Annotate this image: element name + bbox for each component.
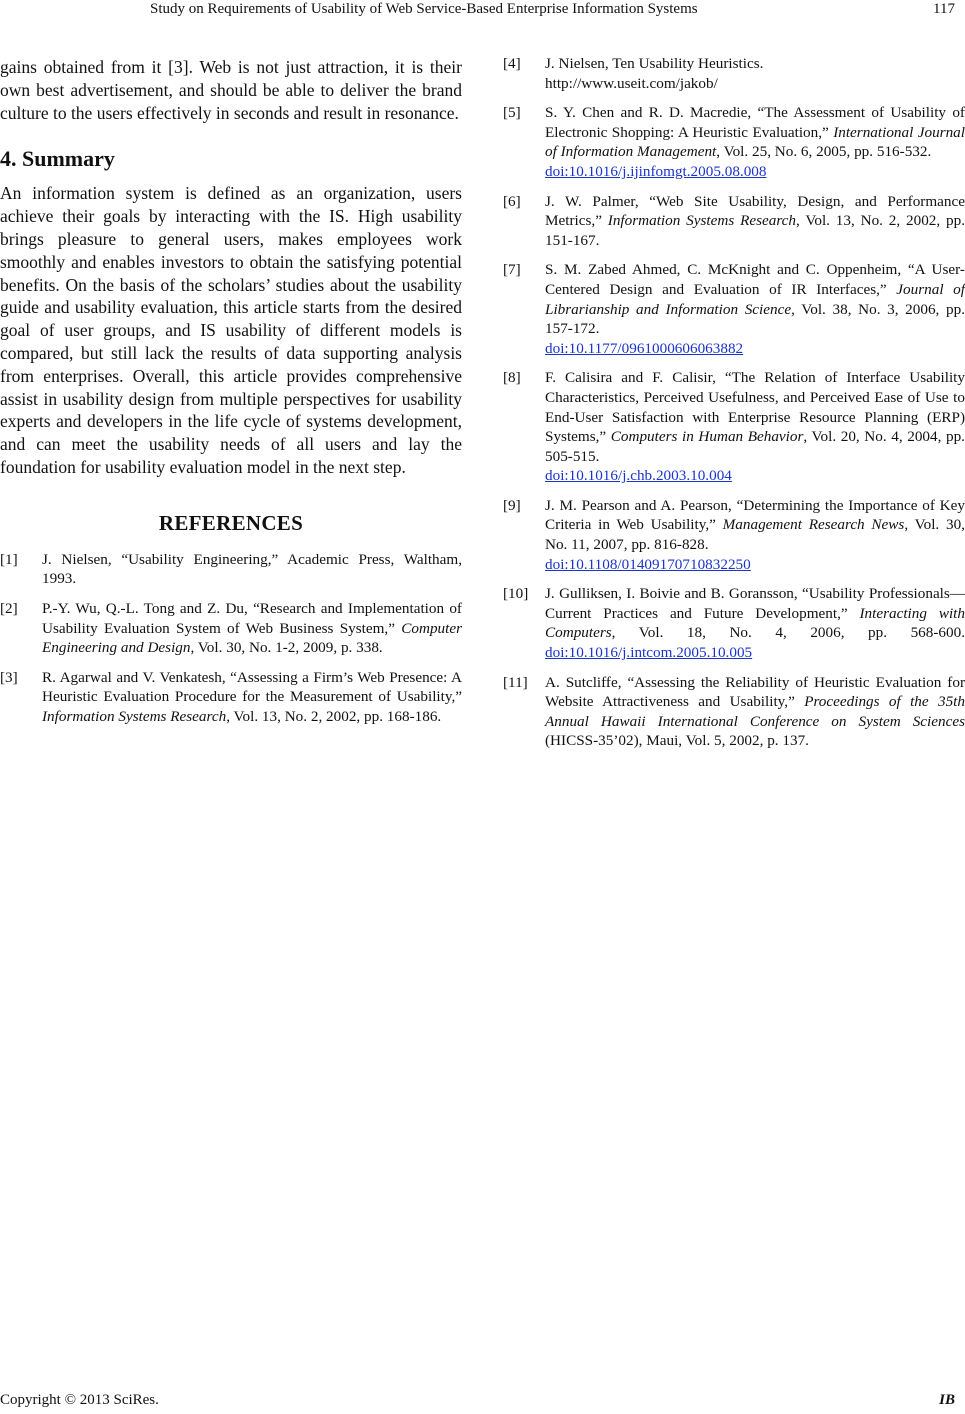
reference-item [0, 668, 462, 727]
reference-details: , Vol. 38, No. 3, 2006, pp. 157-172. [545, 300, 965, 338]
reference-authors-title: J. Nielsen, “Usability Engineering,” Academic Press, Waltham, 1993. [42, 550, 462, 588]
reference-venue: Proceedings of the 35th Annual Hawaii International Conference on System Sciences [545, 693, 965, 730]
doi-link[interactable]: doi:10.1016/j.ijinfomgt.2005.08.008 [545, 162, 767, 180]
reference-text [545, 584, 965, 662]
reference-item [503, 192, 965, 251]
section-heading-summary: 4. Summary [0, 146, 115, 172]
reference-details: , Vol. 13, No. 2, 2002, pp. 168-186. [226, 707, 442, 725]
reference-item [503, 54, 965, 93]
reference-item [503, 103, 965, 181]
reference-venue: Information Systems Research [607, 212, 797, 230]
journal-abbreviation: IB [939, 1392, 955, 1408]
reference-details: , Vol. 30, No. 11, 2007, pp. 816-828. [545, 516, 965, 554]
reference-number: [6] [503, 192, 521, 210]
reference-venue: Information Systems Research [42, 707, 227, 725]
reference-text [545, 260, 965, 358]
references-heading: REFERENCES [158, 510, 304, 535]
doi-link[interactable]: doi:10.1177/0961000606063882 [545, 339, 744, 357]
reference-number: [1] [0, 550, 18, 568]
doi-link[interactable]: doi:10.1108/01409170710832250 [545, 555, 751, 573]
reference-text [545, 368, 965, 486]
reference-text [42, 668, 462, 727]
summary-paragraph: An information system is defined as an organization, users achieve their goals by interacting with the IS. High usability brings pleasure to general users, makes employees work smoothly and enables investors to obtain the satisfying potential benefits. On the basis of the scholars’ studies about the usability guide and usability evaluation, this article starts from the desired goal of user groups, and IS usability of different models is compared, but still lack the results of data supporting analysis from enterprises. Overall, this article provides comprehensive assist in usability design from multiple perspectives for usability experts and developers in the life cycle of systems development, and can meet the usability needs of all users and lay the foundation for usability evaluation model in the next step. [0, 183, 462, 477]
reference-list-right [503, 54, 965, 751]
right-column [503, 54, 965, 761]
reference-details: , Vol. 13, No. 2, 2002, pp. 151-167. [545, 212, 965, 249]
reference-authors-title: S. Y. Chen and R. D. Macredie, “The Assessment of Usability of Electronic Shopping: A Heuristic Evaluation,” [545, 104, 965, 141]
reference-venue: Computers in Human Behavior [610, 428, 804, 446]
intro-paragraph: gains obtained from it [3]. Web is not just attraction, it is their own best advertisement, and should be able to deliver the brand culture to the users effectively in seconds and result in resonance. [0, 57, 462, 123]
reference-number: [10] [503, 585, 529, 603]
reference-item [503, 584, 965, 662]
reference-text [42, 599, 462, 658]
reference-number: [7] [503, 261, 521, 279]
doi-link[interactable]: doi:10.1016/j.chb.2003.10.004 [545, 467, 732, 485]
reference-item [503, 260, 965, 358]
reference-list-left [0, 550, 462, 727]
reference-authors-title: J. M. Pearson and A. Pearson, “Determining the Importance of Key Criteria in Web Usability,” [545, 496, 965, 534]
running-header [0, 0, 965, 24]
reference-text [42, 550, 462, 589]
reference-details: (HICSS-35’02), Maui, Vol. 5, 2002, p. 137. [545, 732, 809, 750]
page-footer [0, 1390, 965, 1412]
reference-number: [11] [503, 673, 528, 691]
reference-number: [2] [0, 599, 18, 617]
reference-authors-title: P.-Y. Wu, Q.-L. Tong and Z. Du, “Research and Implementation of Usability Evaluation System of Web Business System,” [42, 599, 462, 637]
reference-details: , Vol. 25, No. 6, 2005, pp. 516-532. [716, 143, 932, 161]
reference-authors-title: S. M. Zabed Ahmed, C. McKnight and C. Oppenheim, “A User-Centered Design and Evaluation of IR Interfaces,” [545, 261, 965, 298]
reference-item [503, 673, 965, 751]
reference-details: , Vol. 30, No. 1-2, 2009, p. 338. [190, 639, 383, 657]
copyright-notice: Copyright © 2013 SciRes. [0, 1392, 159, 1408]
reference-authors-title: J. W. Palmer, “Web Site Usability, Design, and Performance Metrics,” [545, 192, 965, 230]
reference-details: , Vol. 18, No. 4, 2006, pp. 568-600. [611, 624, 965, 642]
reference-item [0, 550, 462, 589]
reference-text [545, 192, 965, 251]
reference-venue: Management Research News [722, 516, 905, 534]
reference-number: [4] [503, 55, 521, 72]
reference-venue: Computer Engineering and Design [42, 619, 462, 657]
reference-url-link[interactable]: http://www.useit.com/jakob/ [545, 74, 718, 92]
reference-number: [5] [503, 104, 521, 122]
reference-text [545, 673, 965, 751]
reference-number: [8] [503, 369, 521, 387]
reference-venue: International Journal of Information Management [545, 123, 965, 161]
reference-authors-title: J. Nielsen, Ten Usability Heuristics. [545, 55, 764, 72]
reference-text [545, 103, 965, 181]
reference-authors-title: A. Sutcliffe, “Assessing the Reliability of Heuristic Evaluation for Website Attractiveness and Usability,” [545, 673, 965, 711]
reference-text [545, 54, 965, 93]
doi-link[interactable]: doi:10.1016/j.intcom.2005.10.005 [545, 644, 753, 662]
reference-venue: Interacting with Computers [545, 604, 965, 642]
reference-authors-title: J. Gulliksen, I. Boivie and B. Goransson, “Usability Professionals—Current Practices and Future Development,” [545, 585, 965, 622]
reference-details: , Vol. 20, No. 4, 2004, pp. 505-515. [545, 428, 965, 465]
reference-number: [9] [503, 496, 521, 514]
reference-item [503, 496, 965, 574]
reference-number: [3] [0, 668, 18, 686]
reference-text [545, 496, 965, 574]
reference-venue: Journal of Librarianship and Information Science [545, 280, 965, 318]
left-column [0, 56, 462, 737]
reference-authors-title: F. Calisira and F. Calisir, “The Relation of Interface Usability Characteristics, Perceived Usefulness, and Perceived Ease of Use to End-User Satisfaction with Enterprise Resource Planning (ERP) Systems,” [545, 369, 965, 446]
reference-item [503, 368, 965, 486]
reference-item [0, 599, 462, 658]
running-title: Study on Requirements of Usability of Web Service-Based Enterprise Information Systems [150, 1, 698, 17]
page-number: 117 [933, 1, 955, 17]
reference-authors-title: R. Agarwal and V. Venkatesh, “Assessing a Firm’s Web Presence: A Heuristic Evaluation Procedure for the Measurement of Usability,” [42, 668, 462, 706]
